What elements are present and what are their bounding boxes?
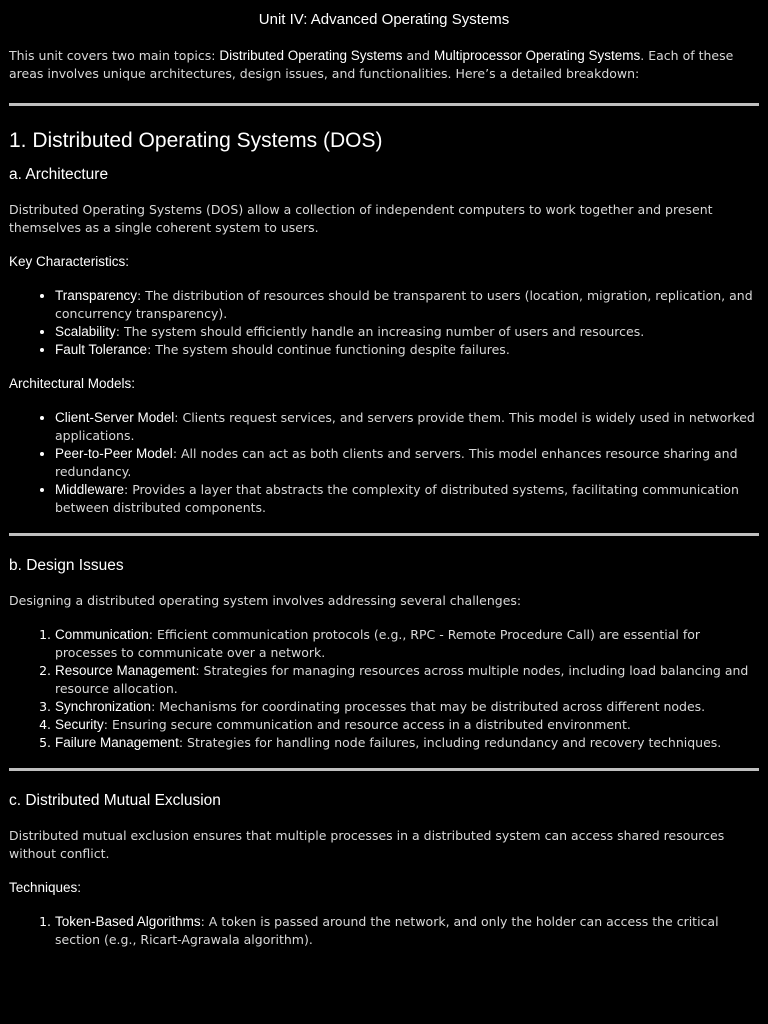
design-issues-description: Designing a distributed operating system involves addressing several challenges:	[9, 593, 522, 608]
list-item	[55, 481, 759, 517]
list-item	[55, 716, 759, 734]
techniques-list	[9, 913, 759, 949]
list-item	[55, 626, 759, 662]
list-item-text: : The system should continue functioning despite failures.	[147, 342, 510, 357]
list-item-text: : Ensuring secure communication and resource access in a distributed environment.	[103, 717, 631, 732]
list-item-text: : The distribution of resources should be transparent to users (location, migration, replication, and concurrency transparency).	[55, 288, 753, 321]
divider	[9, 103, 759, 106]
architectural-models-list	[9, 409, 759, 517]
document-title: Unit IV: Advanced Operating Systems	[258, 11, 510, 28]
intro-pre: This unit covers two main topics:	[9, 48, 220, 63]
list-item-text: : Clients request services, and servers provide them. This model is widely used in networked applications.	[55, 410, 755, 443]
list-item-term: Peer-to-Peer Model	[55, 446, 173, 461]
divider	[9, 768, 759, 771]
intro-topic-multiprocessor: Multiprocessor Operating Systems	[433, 48, 641, 63]
divider	[9, 533, 759, 536]
list-item-term: Security	[55, 717, 104, 732]
key-characteristics-list	[9, 287, 759, 359]
list-item-text: : Strategies for handling node failures, including redundancy and recovery techniques.	[178, 735, 722, 750]
list-item-text: : Efficient communication protocols (e.g., RPC - Remote Procedure Call) are essential for processes to communicate over a network.	[55, 627, 701, 660]
architectural-models-label: Architectural Models:	[9, 376, 136, 391]
intro-paragraph	[9, 47, 759, 83]
list-item-term: Failure Management	[55, 735, 179, 750]
architecture-description: Distributed Operating Systems (DOS) allow a collection of independent computers to work together and present themselves as a single coherent system to users.	[9, 202, 713, 235]
list-item-term: Fault Tolerance	[55, 342, 148, 357]
list-item-term: Transparency	[55, 288, 138, 303]
list-item	[55, 662, 759, 698]
list-item	[55, 445, 759, 481]
intro-topic-distributed: Distributed Operating Systems	[219, 48, 403, 63]
subheading-mutual-exclusion: c. Distributed Mutual Exclusion	[9, 792, 221, 809]
list-item-text: : Mechanisms for coordinating processes that may be distributed across different nodes.	[151, 699, 706, 714]
design-issues-list	[9, 626, 759, 752]
list-item	[55, 287, 759, 323]
list-item	[55, 341, 759, 359]
key-characteristics-label: Key Characteristics:	[9, 254, 130, 269]
intro-post: . Each of these areas involves unique architectures, design issues, and functionalities. Here’s a detailed breakdown:	[9, 48, 734, 81]
section-heading-dos: 1. Distributed Operating Systems (DOS)	[9, 129, 383, 152]
list-item-term: Token-Based Algorithms	[55, 914, 201, 929]
mutual-exclusion-description: Distributed mutual exclusion ensures that multiple processes in a distributed system can access shared resources without conflict.	[9, 828, 725, 861]
list-item	[55, 698, 759, 716]
list-item	[55, 734, 759, 752]
list-item-text: : A token is passed around the network, and only the holder can access the critical section (e.g., Ricart-Agrawala algorithm).	[55, 914, 719, 947]
list-item-term: Resource Management	[55, 663, 196, 678]
list-item-text: : The system should efficiently handle an increasing number of users and resources.	[115, 324, 645, 339]
intro-mid: and	[402, 48, 434, 63]
list-item	[55, 323, 759, 341]
list-item-term: Scalability	[55, 324, 116, 339]
list-item	[55, 913, 759, 949]
list-item-term: Communication	[55, 627, 149, 642]
subheading-architecture: a. Architecture	[9, 166, 109, 183]
list-item-term: Synchronization	[55, 699, 152, 714]
list-item-text: : All nodes can act as both clients and servers. This model enhances resource sharing and redundancy.	[55, 446, 738, 479]
list-item-term: Client-Server Model	[55, 410, 175, 425]
list-item-term: Middleware	[55, 482, 125, 497]
list-item-text: : Strategies for managing resources across multiple nodes, including load balancing and resource allocation.	[55, 663, 749, 696]
list-item-text: : Provides a layer that abstracts the complexity of distributed systems, facilitating communication between distributed components.	[55, 482, 739, 515]
subheading-design-issues: b. Design Issues	[9, 557, 124, 574]
list-item	[55, 409, 759, 445]
techniques-label: Techniques:	[9, 880, 82, 895]
